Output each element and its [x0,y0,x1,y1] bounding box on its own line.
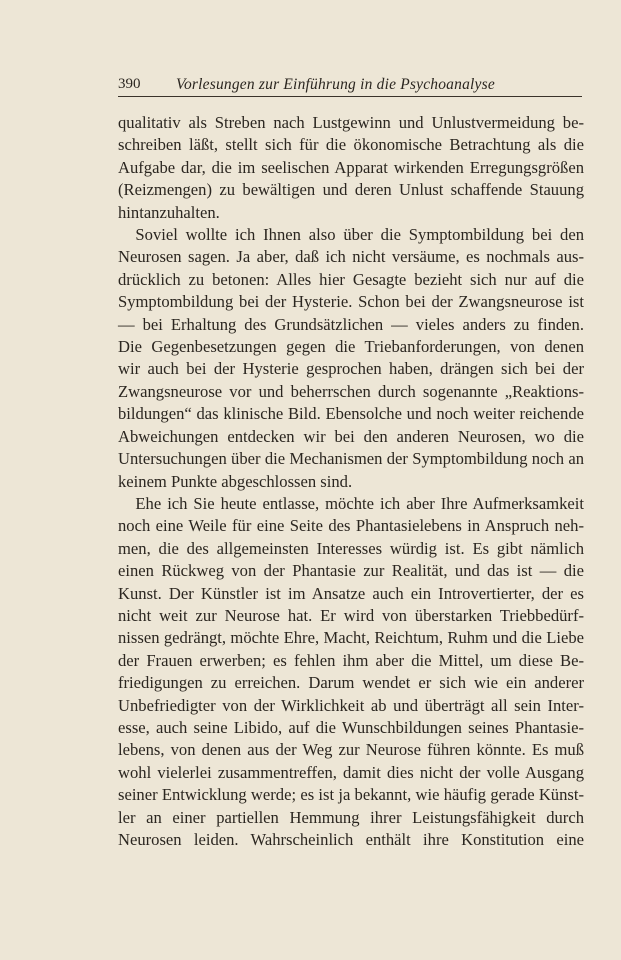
text-line: wir auch bei der Hysterie gesprochen haben, drängen sich bei der [118,359,584,379]
text-line: esse, auch seine Libido, auf die Wunschbildungen seines Phantasie- [118,717,584,737]
text-line: keinem Punkte abgeschlossen sind. [118,471,353,491]
text-line: friedigungen zu erreichen. Darum wendet er sich wie ein anderer [118,673,584,693]
text-line: Abweichungen entdecken wir bei den anderen Neurosen, wo die [118,426,584,446]
text-line: Neurosen sagen. Ja aber, daß ich nicht versäume, es nochmals aus- [118,247,584,267]
text-line: drücklich zu betonen: Alles hier Gesagte bezieht sich nur auf die [118,269,584,289]
text-line: seiner Entwicklung werde; es ist ja bekannt, wie häufig gerade Künst- [118,785,584,805]
text-line: hintanzuhalten. [118,202,220,222]
text-line: — bei Erhaltung des Grundsätzlichen — vieles anders zu finden. [118,314,584,334]
text-line: noch eine Weile für eine Seite des Phantasielebens in Anspruch neh- [118,516,584,536]
text-line: Die Gegenbesetzungen gegen die Triebanforderungen, von denen [118,337,584,357]
text-line: (Reizmengen) zu bewältigen und deren Unlust schaffende Stauung [118,180,584,200]
text-line: Symptombildung bei der Hysterie. Schon bei der Zwangsneurose ist [118,292,584,312]
text-line: bildungen“ das klinische Bild. Ebensolche und noch weiter reichende [118,404,584,424]
text-line: lebens, von denen aus der Weg zur Neurose führen könnte. Es muß [118,740,584,760]
text-line: Zwangsneurose vor und beherrschen durch sogenannte „Reaktions- [118,381,584,401]
text-line: der Frauen erwerben; es fehlen ihm aber die Mittel, um diese Be- [118,650,584,670]
text-line: einen Rückweg von der Phantasie zur Realität, und das ist — die [118,561,584,581]
text-line: men, die des allgemeinsten Interesses würdig ist. Es gibt nämlich [118,538,584,558]
text-line: Ehe ich Sie heute entlasse, möchte ich aber Ihre Aufmerksamkeit [135,493,584,513]
text-line: schreiben läßt, stellt sich für die ökonomische Betrachtung als die [118,135,584,155]
text-line: nicht weit zur Neurose hat. Er wird von überstarken Triebbedürf- [118,605,584,625]
text-line: Soviel wollte ich Ihnen also über die Symptombildung bei den [135,225,584,245]
body-text [118,112,584,851]
text-line: ler an einer partiellen Hemmung ihrer Leistungsfähigkeit durch [118,807,584,827]
text-line: Unbefriedigter von der Wirklichkeit ab und überträgt all sein Inter- [118,695,584,715]
text-line: Untersuchungen über die Mechanismen der Symptombildung noch an [118,449,584,469]
text-line: nissen gedrängt, möchte Ehre, Macht, Reichtum, Ruhm und die Liebe [118,628,584,648]
running-title: Vorlesungen zur Einführung in die Psychoanalyse [176,76,495,93]
text-line: wohl vielerlei zusammentreffen, damit dies nicht der volle Ausgang [118,762,584,782]
page-number: 390 [118,76,141,92]
text-line: Kunst. Der Künstler ist im Ansatze auch ein Introvertierter, der es [118,583,584,603]
text-line: Neurosen leiden. Wahrscheinlich enthält ihre Konstitution eine [118,830,584,849]
page-header [118,76,582,97]
text-line: Aufgabe dar, die im seelischen Apparat wirkenden Erregungsgrößen [118,157,584,177]
text-line: qualitativ als Streben nach Lustgewinn und Unlustvermeidung be- [118,113,584,132]
